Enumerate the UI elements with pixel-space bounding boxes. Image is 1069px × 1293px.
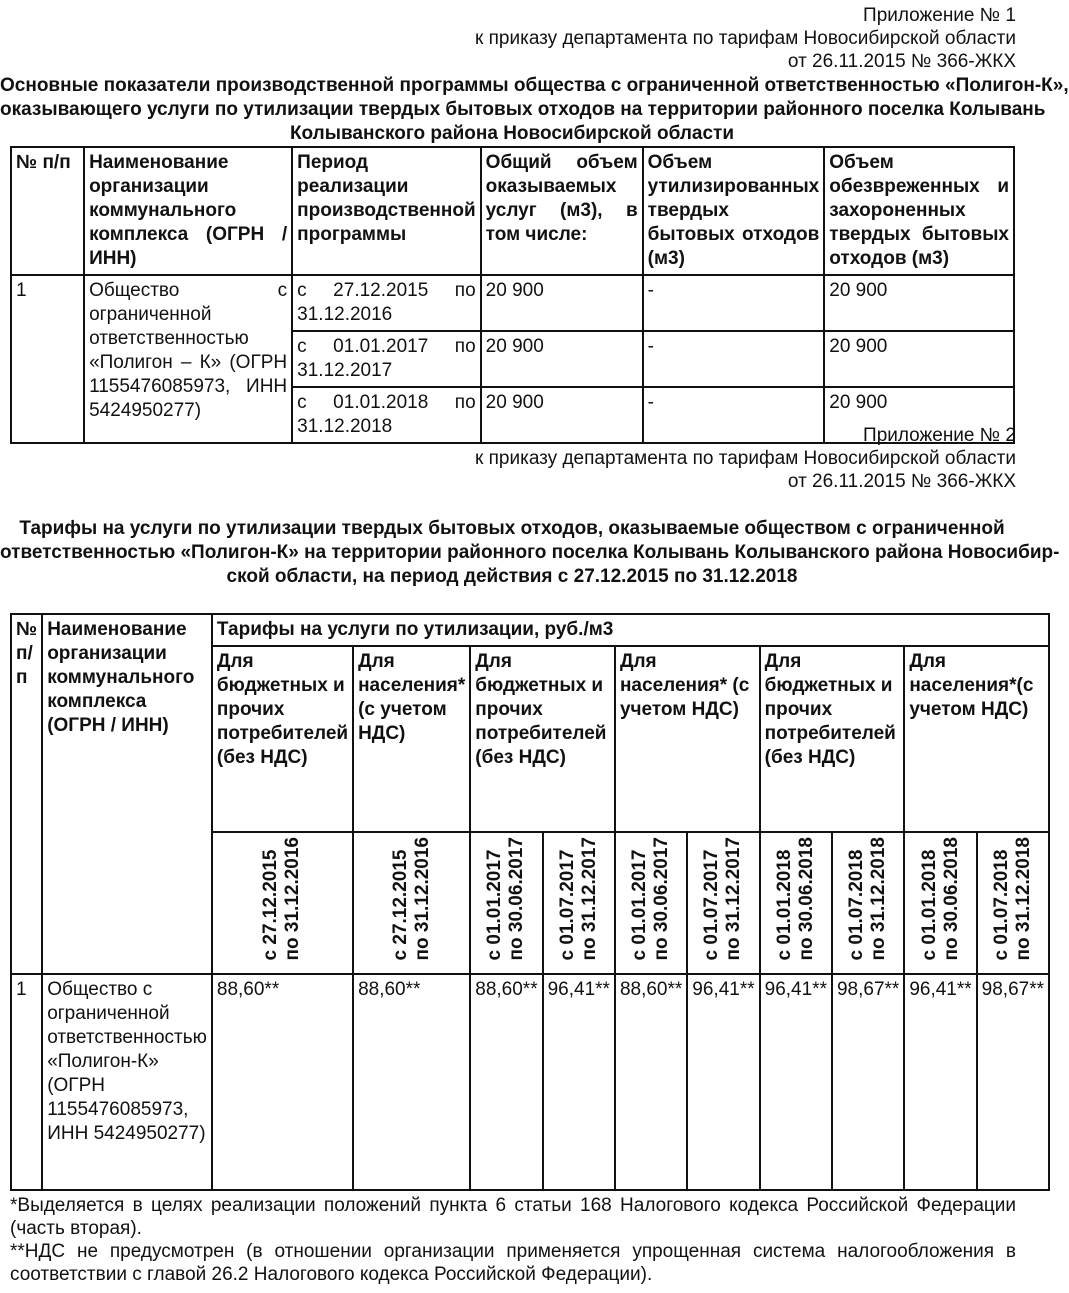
footnote-vat-not-applied: **НДС не предусмотрен (в отношении организации применяется упрощенная система налогообложения в соответствии с главой 26.2 Налогового кодекса Российской Федерации).	[10, 1241, 1016, 1285]
row-total: 20 900	[481, 331, 643, 387]
header-num: № п/п	[11, 147, 84, 275]
row-period: с 01.01.2018 по 31.12.2018	[292, 387, 481, 443]
tariffs-table	[10, 613, 1050, 1191]
appendix2-number: Приложение № 2	[863, 425, 1016, 446]
row-utilized: -	[643, 275, 825, 331]
appendix1-header	[475, 4, 1016, 73]
tariff-value: 88,60**	[470, 974, 542, 1190]
tariff-row-num: 1	[11, 974, 42, 1190]
period-label: с 01.01.2017 по 30.06.2017	[484, 837, 528, 961]
tariffs-header-num: № п/п	[11, 614, 42, 974]
row-buried: 20 900	[824, 387, 1014, 443]
period-label: с 27.12.2015 по 31.12.2016	[260, 837, 304, 961]
appendix2-title-line: Тарифы на услуги по утилизации твердых бытовых отходов, оказываемые обществом с ограниченной	[19, 518, 1005, 539]
group-population-2016: Для населения* (с учетом НДС)	[353, 646, 470, 832]
header-period: Период реализации производственной программы	[292, 147, 481, 275]
group-budget-2017: Для бюджетных и прочих потребителей (без НДС)	[470, 646, 615, 832]
tariff-value: 88,60**	[353, 974, 470, 1190]
tariff-value: 96,41**	[543, 974, 615, 1190]
period-cell	[760, 832, 832, 974]
period-label: с 01.01.2018 по 30.06.2018	[918, 837, 962, 961]
footnote-vat-population: *Выделяется в целях реализации положений пункта 6 статьи 168 Налогового кодекса Российской Федерации (часть вторая).	[10, 1195, 1016, 1239]
appendix2-header	[475, 424, 1016, 493]
period-cell	[212, 832, 353, 974]
appendix1-title-line: Колыванского района Новосибирской области	[289, 123, 735, 144]
period-label: с 01.07.2018 по 31.12.2018	[990, 837, 1034, 961]
group-budget-2018: Для бюджетных и прочих потребителей (без НДС)	[760, 646, 905, 832]
period-label: с 27.12.2015 по 31.12.2016	[389, 837, 433, 961]
row-buried: 20 900	[824, 331, 1014, 387]
appendix1-order-ref: к приказу департамента по тарифам Новосибирской области	[475, 28, 1016, 49]
appendix1-order-date: от 26.11.2015 № 366-ЖКХ	[787, 51, 1016, 72]
group-population-2017: Для населения* (с учетом НДС)	[615, 646, 760, 832]
tariffs-header-title: Тарифы на услуги по утилизации, руб./м3	[212, 614, 1049, 646]
footnotes	[10, 1194, 1016, 1286]
row-total: 20 900	[481, 387, 643, 443]
tariff-row-org: Общество с ограниченной ответственностью «Полигон-К» (ОГРН 1155476085973, ИНН 5424950277)	[42, 974, 212, 1190]
period-label: с 01.01.2017 по 30.06.2017	[629, 837, 673, 961]
row-buried: 20 900	[824, 275, 1014, 331]
header-buried-volume: Объем обезвреженных и захороненных твердых бытовых отходов (м3)	[824, 147, 1014, 275]
table-header-row	[11, 147, 1014, 275]
period-label: с 01.07.2017 по 31.12.2017	[701, 837, 745, 961]
period-cell	[832, 832, 904, 974]
row-period: с 01.01.2017 по 31.12.2017	[292, 331, 481, 387]
row-utilized: -	[643, 387, 825, 443]
header-utilized-volume: Объем утилизированных твердых бытовых отходов (м3)	[643, 147, 825, 275]
period-cell	[543, 832, 615, 974]
tariff-value: 96,41**	[904, 974, 976, 1190]
tariffs-header-org: Наименование организации коммунального комплекса (ОГРН / ИНН)	[42, 614, 212, 974]
appendix2-title-line: ответственностью «Полигон-К» на территории районного поселка Колывань Колыванского района Новосибир-	[0, 542, 1060, 563]
table-row	[11, 275, 1014, 331]
appendix2-title-line: ской области, на период действия с 27.12.2015 по 31.12.2018	[226, 566, 798, 587]
group-budget-2016: Для бюджетных и прочих потребителей (без НДС)	[212, 646, 353, 832]
period-cell	[687, 832, 759, 974]
period-label: с 01.01.2018 по 30.06.2018	[773, 837, 817, 961]
appendix2-title	[0, 517, 1060, 589]
row-period: с 27.12.2015 по 31.12.2016	[292, 275, 481, 331]
production-program-table	[10, 146, 1015, 444]
appendix1-title-line: Основные показатели производственной программы общества с ограниченной ответственностью «Полигон-К»,	[0, 75, 1069, 96]
appendix1-number: Приложение № 1	[863, 5, 1016, 26]
tariff-value: 98,67**	[977, 974, 1049, 1190]
table-row	[11, 974, 1049, 1190]
tariff-value: 88,60**	[212, 974, 353, 1190]
appendix1-title	[0, 74, 1069, 146]
period-label: с 01.07.2018 по 31.12.2018	[846, 837, 890, 961]
tariff-value: 88,60**	[615, 974, 687, 1190]
header-org: Наименование организации коммунального комплекса (ОГРН / ИНН)	[84, 147, 292, 275]
tariff-value: 96,41**	[760, 974, 832, 1190]
header-total-volume: Общий объем оказываемых услуг (м3), в том числе:	[481, 147, 643, 275]
tariff-value: 96,41**	[687, 974, 759, 1190]
period-cell	[615, 832, 687, 974]
row-org: Общество с ограниченной ответственностью «Полигон – К» (ОГРН 1155476085973, ИНН 5424950277)	[84, 275, 292, 443]
period-cell	[977, 832, 1049, 974]
appendix1-title-line: оказывающего услуги по утилизации твердых бытовых отходов на территории районного поселка Колывань	[0, 99, 1046, 120]
period-cell	[353, 832, 470, 974]
period-cell	[904, 832, 976, 974]
row-num: 1	[11, 275, 84, 443]
tariff-value: 98,67**	[832, 974, 904, 1190]
period-cell	[470, 832, 542, 974]
period-label: с 01.07.2017 по 31.12.2017	[556, 837, 600, 961]
group-population-2018: Для населения*(с учетом НДС)	[904, 646, 1049, 832]
appendix2-order-ref: к приказу департамента по тарифам Новосибирской области	[475, 448, 1016, 469]
row-utilized: -	[643, 331, 825, 387]
appendix2-order-date: от 26.11.2015 № 366-ЖКХ	[787, 471, 1016, 492]
tariffs-header-row	[11, 614, 1049, 646]
row-total: 20 900	[481, 275, 643, 331]
